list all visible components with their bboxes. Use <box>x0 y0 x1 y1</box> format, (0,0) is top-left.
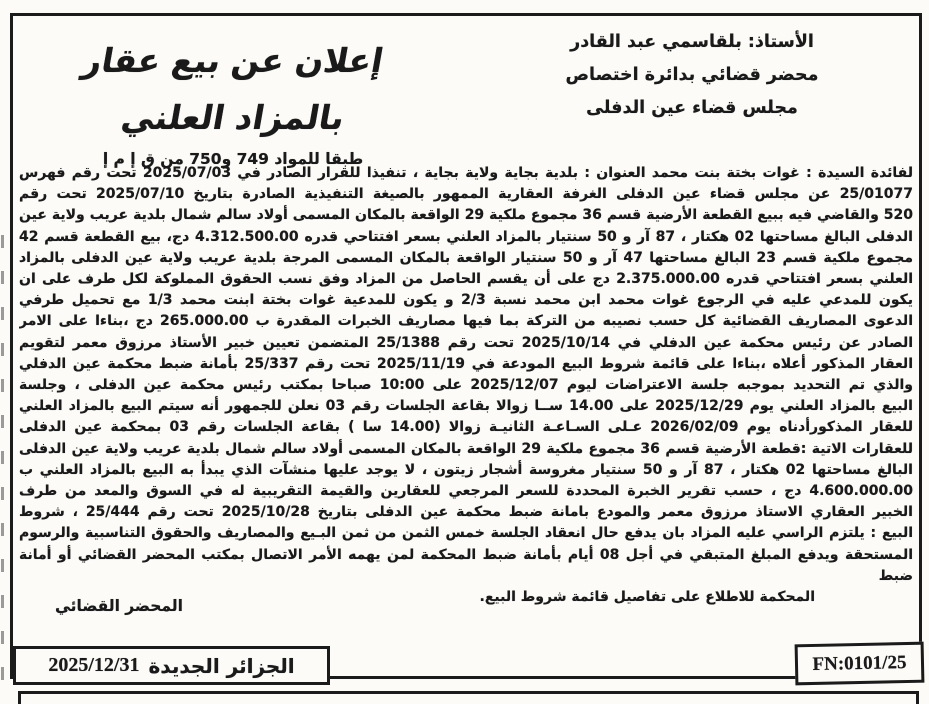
body-line: العلني بسعر افتتاحي قدره 2.375.000.00 دج على أن يقسم الحاصل من المزاد وفق نسب الحقوق المملوكة لكل طرف على ان <box>19 271 913 288</box>
body-line: 25/01077 عن مجلس قضاء عين الدفلى الغرفة العقارية الممهور بالصيغة التنفيذية الصادرة بتاريخ 2025/07/10 تحت رقم <box>19 186 913 203</box>
title-line-2: بالمزاد العلني <box>118 98 348 137</box>
body-line: البالغ مساحتها 02 هكتار ، 87 آر و 50 سنتيار مغروسة أشجار زيتون ، لا يوجد عليها منشآت الذي يبدأ به البيع بالمزاد العلني ب <box>19 461 913 478</box>
body-line: والذي تم التحديد بموجبه جلسة الاعتراضات ليوم 2025/12/07 على 10:00 صباحا بمكتب رئيس محكمة عين الدفلى ، وجلسة <box>19 377 913 394</box>
body-line: المحكمة للاطلاع على تفاصيل قائمة شروط البيع. <box>479 589 815 606</box>
newspaper-name: الجزائر الجديدة <box>148 653 295 678</box>
body-line: 4.600.000.00 دج ، حسب تقرير الخبرة المحددة للسعر المرجعي للعقارين والقيمة التقريبية له في السوق والمعد من طرف <box>19 483 913 500</box>
publication-date: 2025/12/31 <box>48 654 140 676</box>
body-line: المستحقة ويدفع المبلغ المتبقي في أجل 08 أيام بأمانة ضبط المحكمة لمن يهمه الأمر الاتصال بمكتب المحضر القضائي أو أمانة ضبط <box>19 546 913 584</box>
scan-edge-artifact <box>1 235 4 700</box>
body-line: مجموع ملكية قسم 23 البالغ مساحتها 47 آر و 50 سنتيار الواقعة بالمكان المسمى المرجة بلدية عريب ولاية عين الدفلى بالمزاد <box>19 249 913 266</box>
body-line: لفائدة السيدة : غوات بختة بنت محمد العنوان : بلدية بجاية ولاية بجاية ، تنفيذا للقرار الصادر في 2025/07/03 تحت رقم فهرس <box>19 165 913 181</box>
reference-box <box>795 642 925 686</box>
next-section-frame <box>18 691 919 704</box>
body-line: الصادر عن رئيس محكمة عين الدفلي في 2025/10/14 تحت رقم 25/1388 المتضمن تعيين خبير الأستاذ مرزوق معمر لتقويم <box>19 334 913 351</box>
body-line: للعقارات الاتية :قطعة الأرضية قسم 36 مجموع ملكية 29 الواقعة بالمكان المسمى أولاد سالم شمال بلدية عريب ولاية عين الدفلى <box>19 440 913 457</box>
bailiff-role: محضر قضائي بدائرة اختصاص <box>565 65 819 85</box>
body-line: 520 والقاضي فيه ببيع القطعة الأرضية قسم 36 مجموع ملكية 29 الواقعة بالمكان المسمى أولاد سالم شمال بلدية عريب ولاية عين <box>19 207 913 224</box>
signature-label: المحضر القضائي <box>55 597 183 615</box>
newspaper-date-box <box>13 646 330 685</box>
title-line-1: إعلان عن بيع عقار <box>79 41 387 80</box>
body-line: العقار المذكور أعلاه ،بناءا على قائمة شروط البيع المودعة في 2025/11/19 تحت رقم 25/337 بأمانة ضبط محكمة عين الدفلي <box>19 355 913 372</box>
body-line: يكون للمدعي عليه في الرجوع غوات محمد ابن محمد نسبة 2/3 و يكون للمدعية غوات بختة ابنت محمد 1/3 مع تحميل طرفي <box>19 292 913 309</box>
announcement-body <box>19 163 913 608</box>
body-line: البيع : يلتزم الراسي عليه المزاد بان يدفع حال انعقاد الجلسة خمس الثمن من ثمن البـيع والمصاريف والحقوق التناسبية والرسوم <box>19 525 913 542</box>
announcement-title <box>51 32 415 168</box>
bailiff-header <box>463 26 921 125</box>
body-line: البيع بالمزاد العلني يوم 2025/12/29 على 14.00 ســا زوالا بقاعة الجلسات رقم 03 نعلن للجمهور أنه سيتم البيع بالمزاد العلني <box>19 398 913 415</box>
body-line: للعقار المذكورأدناه يوم 2026/02/09 عـلى السـاعـة الثانيـة زوالا (14.00 سا ) بقاعة الجلسات رقم 03 بمحكمة عين الدفلى <box>19 419 913 436</box>
document-frame <box>10 13 922 679</box>
bailiff-name: الأستاذ: بلقاسمي عبد القادر <box>570 32 814 52</box>
title-legal-basis: طبقا للمواد 749 و750 من ق إ م إ <box>102 150 364 168</box>
body-line: الدفلى البالغ مساحتها 02 هكتار ، 87 آر و 50 سنتيار بالمزاد العلني بسعر افتتاحي قدره 4.312.500.00 دج، بيع القطعة قسم 42 <box>19 228 913 245</box>
body-line: الدعوى المصاريف القضائية كل حسب نصيبه من التركة بما فيها مصاريف الخبرات المقدرة ب 265.000.00 دج ،بناءا على الامر <box>19 313 913 330</box>
bailiff-court: مجلس قضاء عين الدفلى <box>586 98 798 118</box>
reference-number: FN:0101/25 <box>812 651 907 675</box>
body-line: الخبير العقاري الاستاذ مرزوق معمر والمودع بامانة ضبط محكمة عين الدفلى بتاريخ 2025/10/28 تحت رقم 25/444 ، شروط <box>19 504 913 521</box>
